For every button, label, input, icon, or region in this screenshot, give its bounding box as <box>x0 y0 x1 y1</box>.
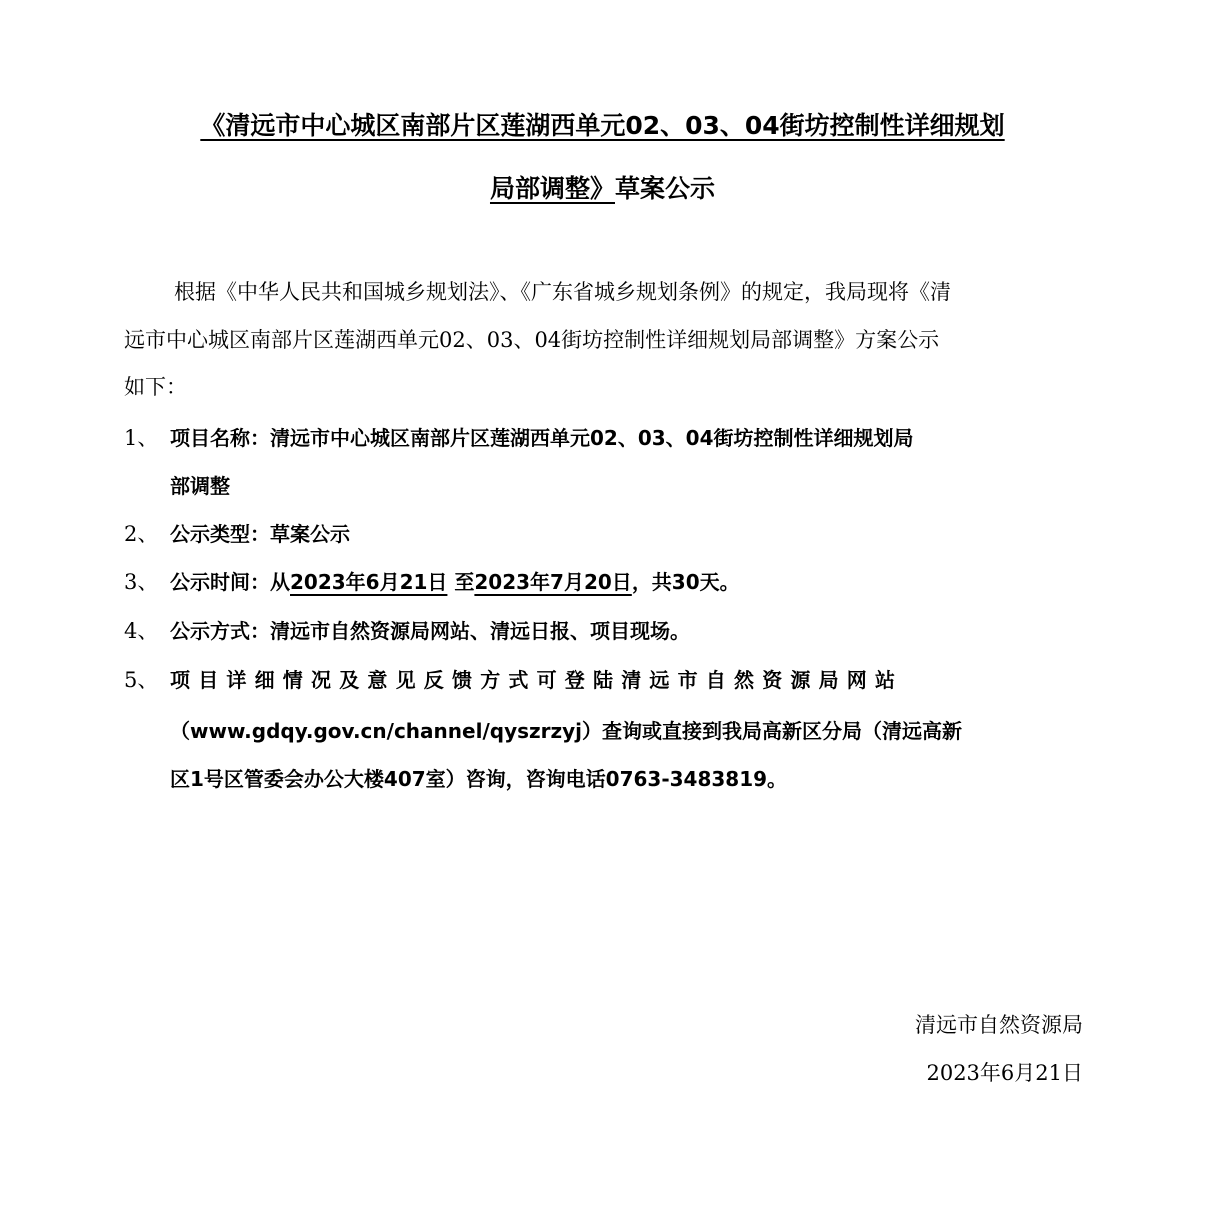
item-5-line-3: 区1号区管委会办公大楼407室）咨询，咨询电话0763-3483819。 <box>170 767 788 791</box>
list-item-3 <box>124 568 1089 596</box>
intro-line-1: 根据《中华人民共和国城乡规划法》、《广东省城乡规划条例》的规定，我局现将《清 <box>174 280 951 304</box>
item-3-end-date: 2023年7月20日 <box>474 570 632 594</box>
item-1-label: 项目名称： <box>170 426 270 450</box>
title-text-rest: 草案公示 <box>615 174 716 203</box>
item-4-value: 清远市自然资源局网站、清远日报、项目现场。 <box>270 619 690 643</box>
item-5-line-1 <box>170 666 1087 694</box>
item-5-number: 5、 <box>124 668 159 692</box>
document-title-line-1 <box>120 106 1085 142</box>
list-item-5 <box>124 666 1089 694</box>
item-4-label: 公示方式： <box>170 619 270 643</box>
item-3-prefix: 从 <box>270 570 290 594</box>
item-3-suffix: ，共30天。 <box>631 570 740 594</box>
item-3-to: 至 <box>454 570 475 594</box>
item-4-number: 4、 <box>124 619 159 643</box>
item-1-number: 1、 <box>124 426 159 450</box>
intro-line-3: 如下： <box>124 375 187 399</box>
item-1-text <box>170 424 914 452</box>
item-2-label: 公示类型： <box>170 522 270 546</box>
list-item-4 <box>124 617 1089 645</box>
list-item-1 <box>124 424 1089 452</box>
item-2-value: 草案公示 <box>270 522 350 546</box>
item-1-value-continued: 部调整 <box>170 474 230 498</box>
intro-line-2: 远市中心城区南部片区莲湖西单元02、03、04街坊控制性详细规划局部调整》方案公示 <box>124 328 940 352</box>
title-text-underlined: 局部调整》 <box>489 174 615 203</box>
signature-organization: 清远市自然资源局 <box>915 1013 1083 1037</box>
item-5-line-2: （www.gdqy.gov.cn/channel/qyszrzyj）查询或直接到我局高新区分局（清远高新 <box>170 719 963 743</box>
item-2-number: 2、 <box>124 522 159 546</box>
title-text-1: 《清远市中心城区南部片区莲湖西单元02、03、04街坊控制性详细规划 <box>200 111 1005 140</box>
signature-date: 2023年6月21日 <box>926 1061 1083 1085</box>
list-item-2 <box>124 520 1089 548</box>
item-1-value: 清远市中心城区南部片区莲湖西单元02、03、04街坊控制性详细规划局 <box>270 426 914 450</box>
item-3-start-date: 2023年6月21日 <box>290 570 448 594</box>
item-3-number: 3、 <box>124 570 159 594</box>
item-3-label: 公示时间： <box>170 570 270 594</box>
document-title-line-2 <box>120 169 1085 205</box>
item-5-line-1-text: 项目详细情况及意见反馈方式可登陆清远市自然资源局网站 <box>170 668 904 692</box>
